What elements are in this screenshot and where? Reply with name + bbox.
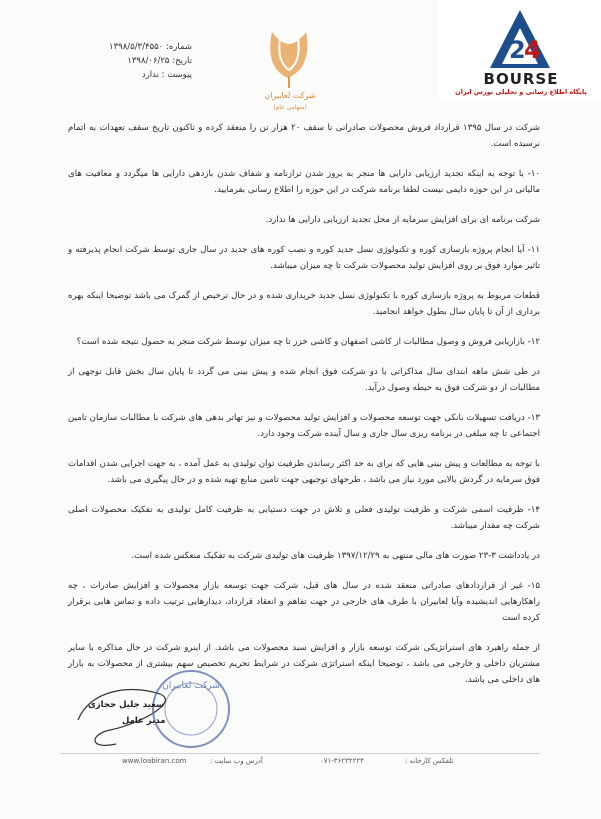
paragraph: ۱۰- با توجه به اینکه تجدید ارزیابی دارایی ها منجر به بروز شدن ترازنامه و شفاف شدن بازدهی دارایی ها میگردد و معافیت های مالیاتی در این حوزه دایمی نیست لطفا برنامه شرکت در این حوزه را اطلاع رسانی بفرمایید. bbox=[68, 169, 540, 195]
paragraph: قطعات مربوط به پروژه بازسازی کوره با تکنولوژی نسل جدید خریداری شده و در حال ترخیص از گمرک می باشد توضیحا اینکه بهره برداری از آن تا پایان سال بطول خواهد انجامید. bbox=[68, 291, 540, 317]
footer-website-label: آدرس وب سایت : bbox=[210, 757, 263, 765]
svg-text:شرکت لعابیران: شرکت لعابیران bbox=[162, 681, 220, 691]
bourse-logo-mark bbox=[438, 0, 601, 72]
company-logo bbox=[250, 18, 330, 118]
svg-text:4: 4 bbox=[524, 36, 541, 64]
footer-fax-label: تلفکس کارخانه : bbox=[405, 757, 454, 765]
letter-body bbox=[68, 120, 540, 702]
letter-footer bbox=[60, 753, 540, 770]
paragraph: در طی شش ماهه ابتدای سال مذاکراتی با دو شرکت فوق انجام شده و پیش بینی می گردد تا پایان سال بخش قابل توجهی از مطالبات از دو شرکت فوق به حیطه وصول درآید. bbox=[68, 367, 540, 393]
signatory-title: مدیر عامل bbox=[122, 716, 166, 726]
signatory-name: سعید جلیل حجازی bbox=[88, 700, 165, 710]
paragraph: ۱۴- ظرفیت اسمی شرکت و ظرفیت تولیدی فعلی و تلاش در جهت دستیابی به ظرفیت کامل تولیدی به تفکیک محصولات اصلی شرکت چه مقدار میباشد. bbox=[68, 505, 540, 531]
letter-meta bbox=[32, 40, 192, 82]
svg-text:2: 2 bbox=[509, 36, 526, 64]
paragraph: در یادداشت ۳-۲۳ صورت های مالی منتهی به ۱۳۹۷/۱۲/۲۹ ظرفیت های تولیدی شرکت به تفکیک منعکس شده است. bbox=[131, 551, 540, 561]
paragraph: با توجه به مطالعات و پیش بینی هایی که برای به حد اکثر رساندن ظرفیت توان تولیدی به عمل آمده ، به جهت اجرایی شدن اقدامات فوق سرمایه در گردش بالایی مورد نیاز می باشد ، طرحهای توجیهی جهت تامین منابع تهیه شده و در حال پیگیری می باشد. bbox=[68, 459, 540, 485]
paragraph: ۱۲- بازاریابی فروش و وصول مطالبات از کاشی اصفهان و کاشی خزر تا چه میزان توسط شرکت منجر به حصول نتیجه شده است؟ bbox=[76, 337, 540, 347]
letter-attachment: پیوست : ندارد bbox=[141, 70, 192, 80]
letter-date: تاریخ: ۱۳۹۸/۰۶/۲۵ bbox=[127, 56, 192, 66]
paragraph: ۱۳- دریافت تسهیلات بانکی جهت توسعه محصولات و افزایش تولید محصولات و نیز تهاتر بدهی های شرکت با مطالبات سازمان تامین اجتماعی تا چه مبلغی در برنامه ریزی سال جاری و سال آینده شرکت وجود دارد. bbox=[68, 413, 540, 439]
paragraph: ۱۵- غیر از قراردادهای صادراتی منعقد شده در سال های قبل، شرکت جهت توسعه بازار محصولات و افزایش صادرات ، چه راهکارهایی اندیشیده وآیا لعابیران با طرف های خارجی در جهت تفاهم و انعقاد قرارداد، دیدارهایی ترتیب داده و تماس هایی برقرار کرده است bbox=[68, 581, 540, 623]
paragraph: ۱۱- آیا انجام پروژه بازسازی کوره و تکنولوژی نسل جدید کوره و نصب کوره های جدید در سال جاری توسط شرکت انجام پذیرفته و تاثیر موارد فوق بر روی افزایش تولید محصولات شرکت تا چه میزان میباشد. bbox=[68, 245, 540, 271]
company-logo-type: (سهامی عام) bbox=[273, 104, 307, 111]
paragraph: شرکت در سال ۱۳۹۵ قرارداد فروش محصولات صادراتی تا سقف ۲۰ هزار تن را منعقد کرده و تاکنون تاریخ سقف تعهدات به اتمام نرسیده است. bbox=[68, 123, 540, 149]
bourse-subtitle: پایگاه اطلاع رسانی و تحلیلی بورس ایران bbox=[455, 88, 587, 96]
paragraph: شرکت برنامه ای برای افزایش سرمایه از محل تجدید ارزیابی دارایی ها ندارد. bbox=[265, 215, 540, 225]
footer-website: www.loabiran.com bbox=[122, 757, 187, 765]
paragraph: از جمله راهبرد های استراتژیکی شرکت توسعه بازار و افزایش سبد محصولات می باشد. از اینرو شرکت در حال مذاکره با سایر مشتریان داخلی و خارجی می باشد ، توضیحا اینکه استراتژی شرکت در شرایط تحریم تخصیص سهم بیشتری از محصولات به بازار های داخلی می باشد. bbox=[68, 643, 540, 685]
letter-number: شماره: ۱۳۹۸/۵/۳/۴۵۵۰ bbox=[109, 42, 192, 52]
company-logo-mark bbox=[250, 18, 330, 118]
footer-fax: ۰۷۱-۳۶۲۳۲۲۲۴ bbox=[320, 757, 364, 765]
company-logo-name: شرکت لعابیران bbox=[264, 91, 316, 100]
bourse-name: BOURSE bbox=[483, 70, 559, 88]
bourse-logo bbox=[438, 0, 601, 100]
